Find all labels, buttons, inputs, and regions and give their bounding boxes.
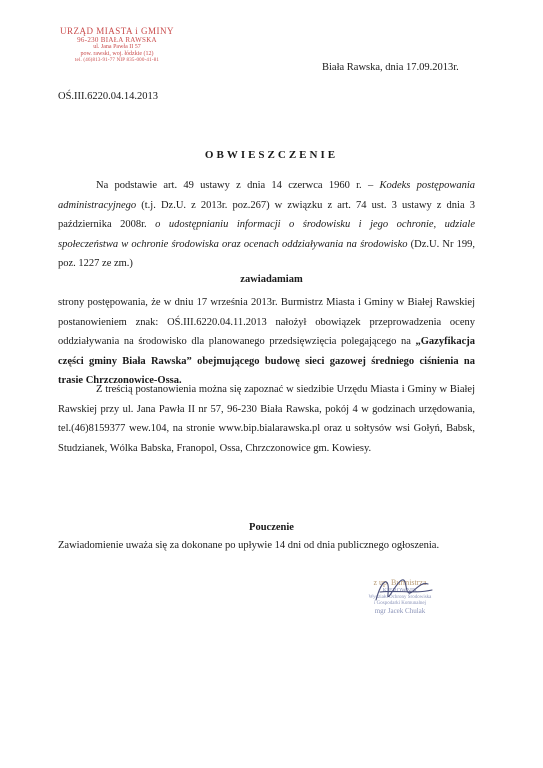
access-info-paragraph: Z treścią postanowienia można się zapoznać w siedzibie Urzędu Miasta i Gminy w Białej Rawskiej przy ul. Jana Pawła II nr 57, 96-230 Biała Rawska, pokój 4 w godzinach urzędowania, tel.(46)8159377 wew.104, na stronie www.bip.bialarawska.pl oraz u sołtysów wsi Gołyń, Babsk, Studzianek, Wólka Babska, Franopol, Ossa, Chrzczonowice gm. Kowiesy. xyxy=(58,384,475,454)
document-title: OBWIESZCZENIE xyxy=(204,149,339,161)
decision-paragraph xyxy=(58,293,475,391)
para2-text: strony postępowania, że w dniu 17 września 2013r. Burmistrz Miasta i Gminy w Białej Rawskiej postanowieniem znak: OŚ.III.6220.04.11.2013 nałożył obowiązek przeprowadzenia oceny oddziaływania na środowisko dla planowanego przedsięwzięcia polegającego na xyxy=(58,297,475,347)
stamp-district: pow. rawski, woj. łódzkie (12) xyxy=(80,51,154,58)
sign-stamp-line4: i Gospodarki Komunalnej xyxy=(374,600,426,606)
sign-stamp-line2: KIEROWNIK xyxy=(382,587,418,594)
reference-number: OŚ.III.6220.04.14.2013 xyxy=(58,91,159,102)
sign-stamp-line5: mgr Jacek Chulak xyxy=(374,606,426,615)
instruction-text: Zawiadomienie uważa się za dokonane po upływie 14 dni od dnia publicznego ogłoszenia. xyxy=(58,540,440,551)
stamp-phone-nip: tel. (46)813-91-77 NIP 835-000-41-81 xyxy=(74,58,160,64)
project-name: „Gazyfikacja części gminy Biała Rawska” obejmującego budowę sieci gazowej średniego ciśnienia na trasie Chrzczonowice-Ossa. xyxy=(58,336,475,386)
stamp-office-name: URZĄD MIASTA i GMINY xyxy=(59,26,175,36)
office-header-stamp xyxy=(42,26,192,64)
stamp-street: ul. Jana Pawła II 57 xyxy=(93,44,141,51)
instruction-heading: Pouczenie xyxy=(249,522,294,533)
declaration-word: zawiadamiam xyxy=(240,274,303,285)
sign-stamp-line1: z up. Burmistrza xyxy=(373,578,427,587)
place-date: Biała Rawska, dnia 17.09.2013r. xyxy=(322,62,459,73)
para1-text-a: Na podstawie art. 49 ustawy z dnia 14 czerwca 1960 r. – xyxy=(96,180,380,191)
para1-text-e: (Dz.U. Nr 199, poz. 1227 ze zm.) xyxy=(58,238,475,269)
para1-code-title: Kodeks postępowania administracyjnego xyxy=(58,180,475,211)
para1-text-c: (t.j. Dz.U. z 2013r. poz.267) w związku z art. 74 ust. 3 ustawy z dnia 3 października 2008r. xyxy=(58,199,475,230)
para1-act-title: o udostępnianiu informacji o środowisku i jego ochronie, udziale społeczeństwa w ochronie środowiska oraz ocenach oddziaływania na środowisko xyxy=(58,219,475,250)
stamp-postal-code: 96-230 BIAŁA RAWSKA xyxy=(77,36,157,45)
legal-basis-paragraph xyxy=(58,176,475,274)
handwritten-signature xyxy=(368,572,438,612)
sign-stamp-line3: Wydziału Ochrony Środowiska xyxy=(368,594,432,600)
